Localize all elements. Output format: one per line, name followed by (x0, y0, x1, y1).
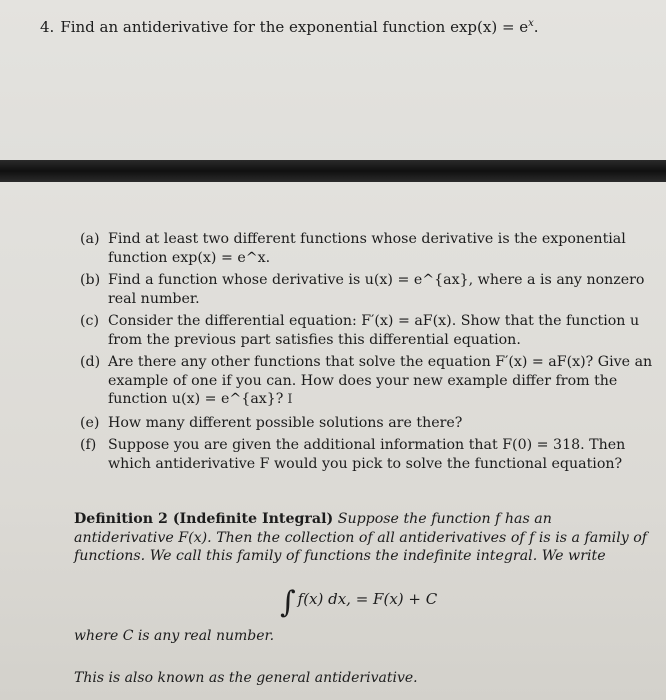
part-label: (d) (80, 354, 101, 370)
problem-number: 4. (40, 18, 55, 36)
problem-text: Find an antiderivative for the exponential function exp(x) = e (60, 18, 529, 36)
part-label: (a) (80, 231, 100, 247)
parts-list (80, 230, 656, 477)
problem-statement (40, 18, 539, 36)
part-text: Find a function whose derivative is u(x) = e^{ax}, where a is any nonzero real number. (108, 272, 645, 307)
part-text: Are there any other functions that solve the equation F′(x) = aF(x)? Give an example of one if you can. How does your new example differ from the function u(x) = e^{ax}? (108, 354, 653, 407)
part-c (80, 312, 656, 349)
part-a (80, 230, 656, 267)
part-b (80, 271, 656, 308)
also-known-note: This is also known as the general antiderivative. (74, 670, 418, 686)
part-text: Find at least two different functions whose derivative is the exponential function exp(x) = e^x. (108, 231, 626, 266)
integral-formula (280, 585, 437, 620)
part-label: (e) (80, 414, 100, 431)
part-e (80, 414, 656, 433)
formula-text: f(x) dx, = F(x) + C (297, 590, 438, 608)
part-label: (f) (80, 437, 97, 453)
black-divider (0, 160, 666, 182)
part-text: Suppose you are given the additional information that F(0) = 318. Then which antiderivative F would you pick to solve the functional equation? (108, 437, 626, 472)
text-cursor-icon: I (287, 392, 293, 407)
definition-block (74, 510, 652, 566)
part-f (80, 436, 656, 473)
definition-heading: Definition 2 (Indefinite Integral) (74, 511, 334, 527)
part-d (80, 353, 656, 410)
definition-text: Suppose the function f has an antiderivative F(x). Then the collection of all antiderivatives of f is is a family of functions. We call this family of functions the indefinite integral. We write (74, 511, 648, 564)
part-label: (b) (80, 272, 101, 288)
part-text: Consider the differential equation: F′(x) = aF(x). Show that the function u from the previous part satisfies this differential equation. (108, 313, 640, 348)
page-top-section (0, 0, 666, 160)
part-label: (c) (80, 313, 100, 329)
problem-end: . (533, 18, 539, 36)
where-clause: where C is any real number. (74, 628, 275, 644)
part-text: How many different possible solutions are there? (108, 414, 463, 431)
problem-exponent: x (528, 18, 534, 29)
integral-sign: ∫ (280, 585, 296, 620)
